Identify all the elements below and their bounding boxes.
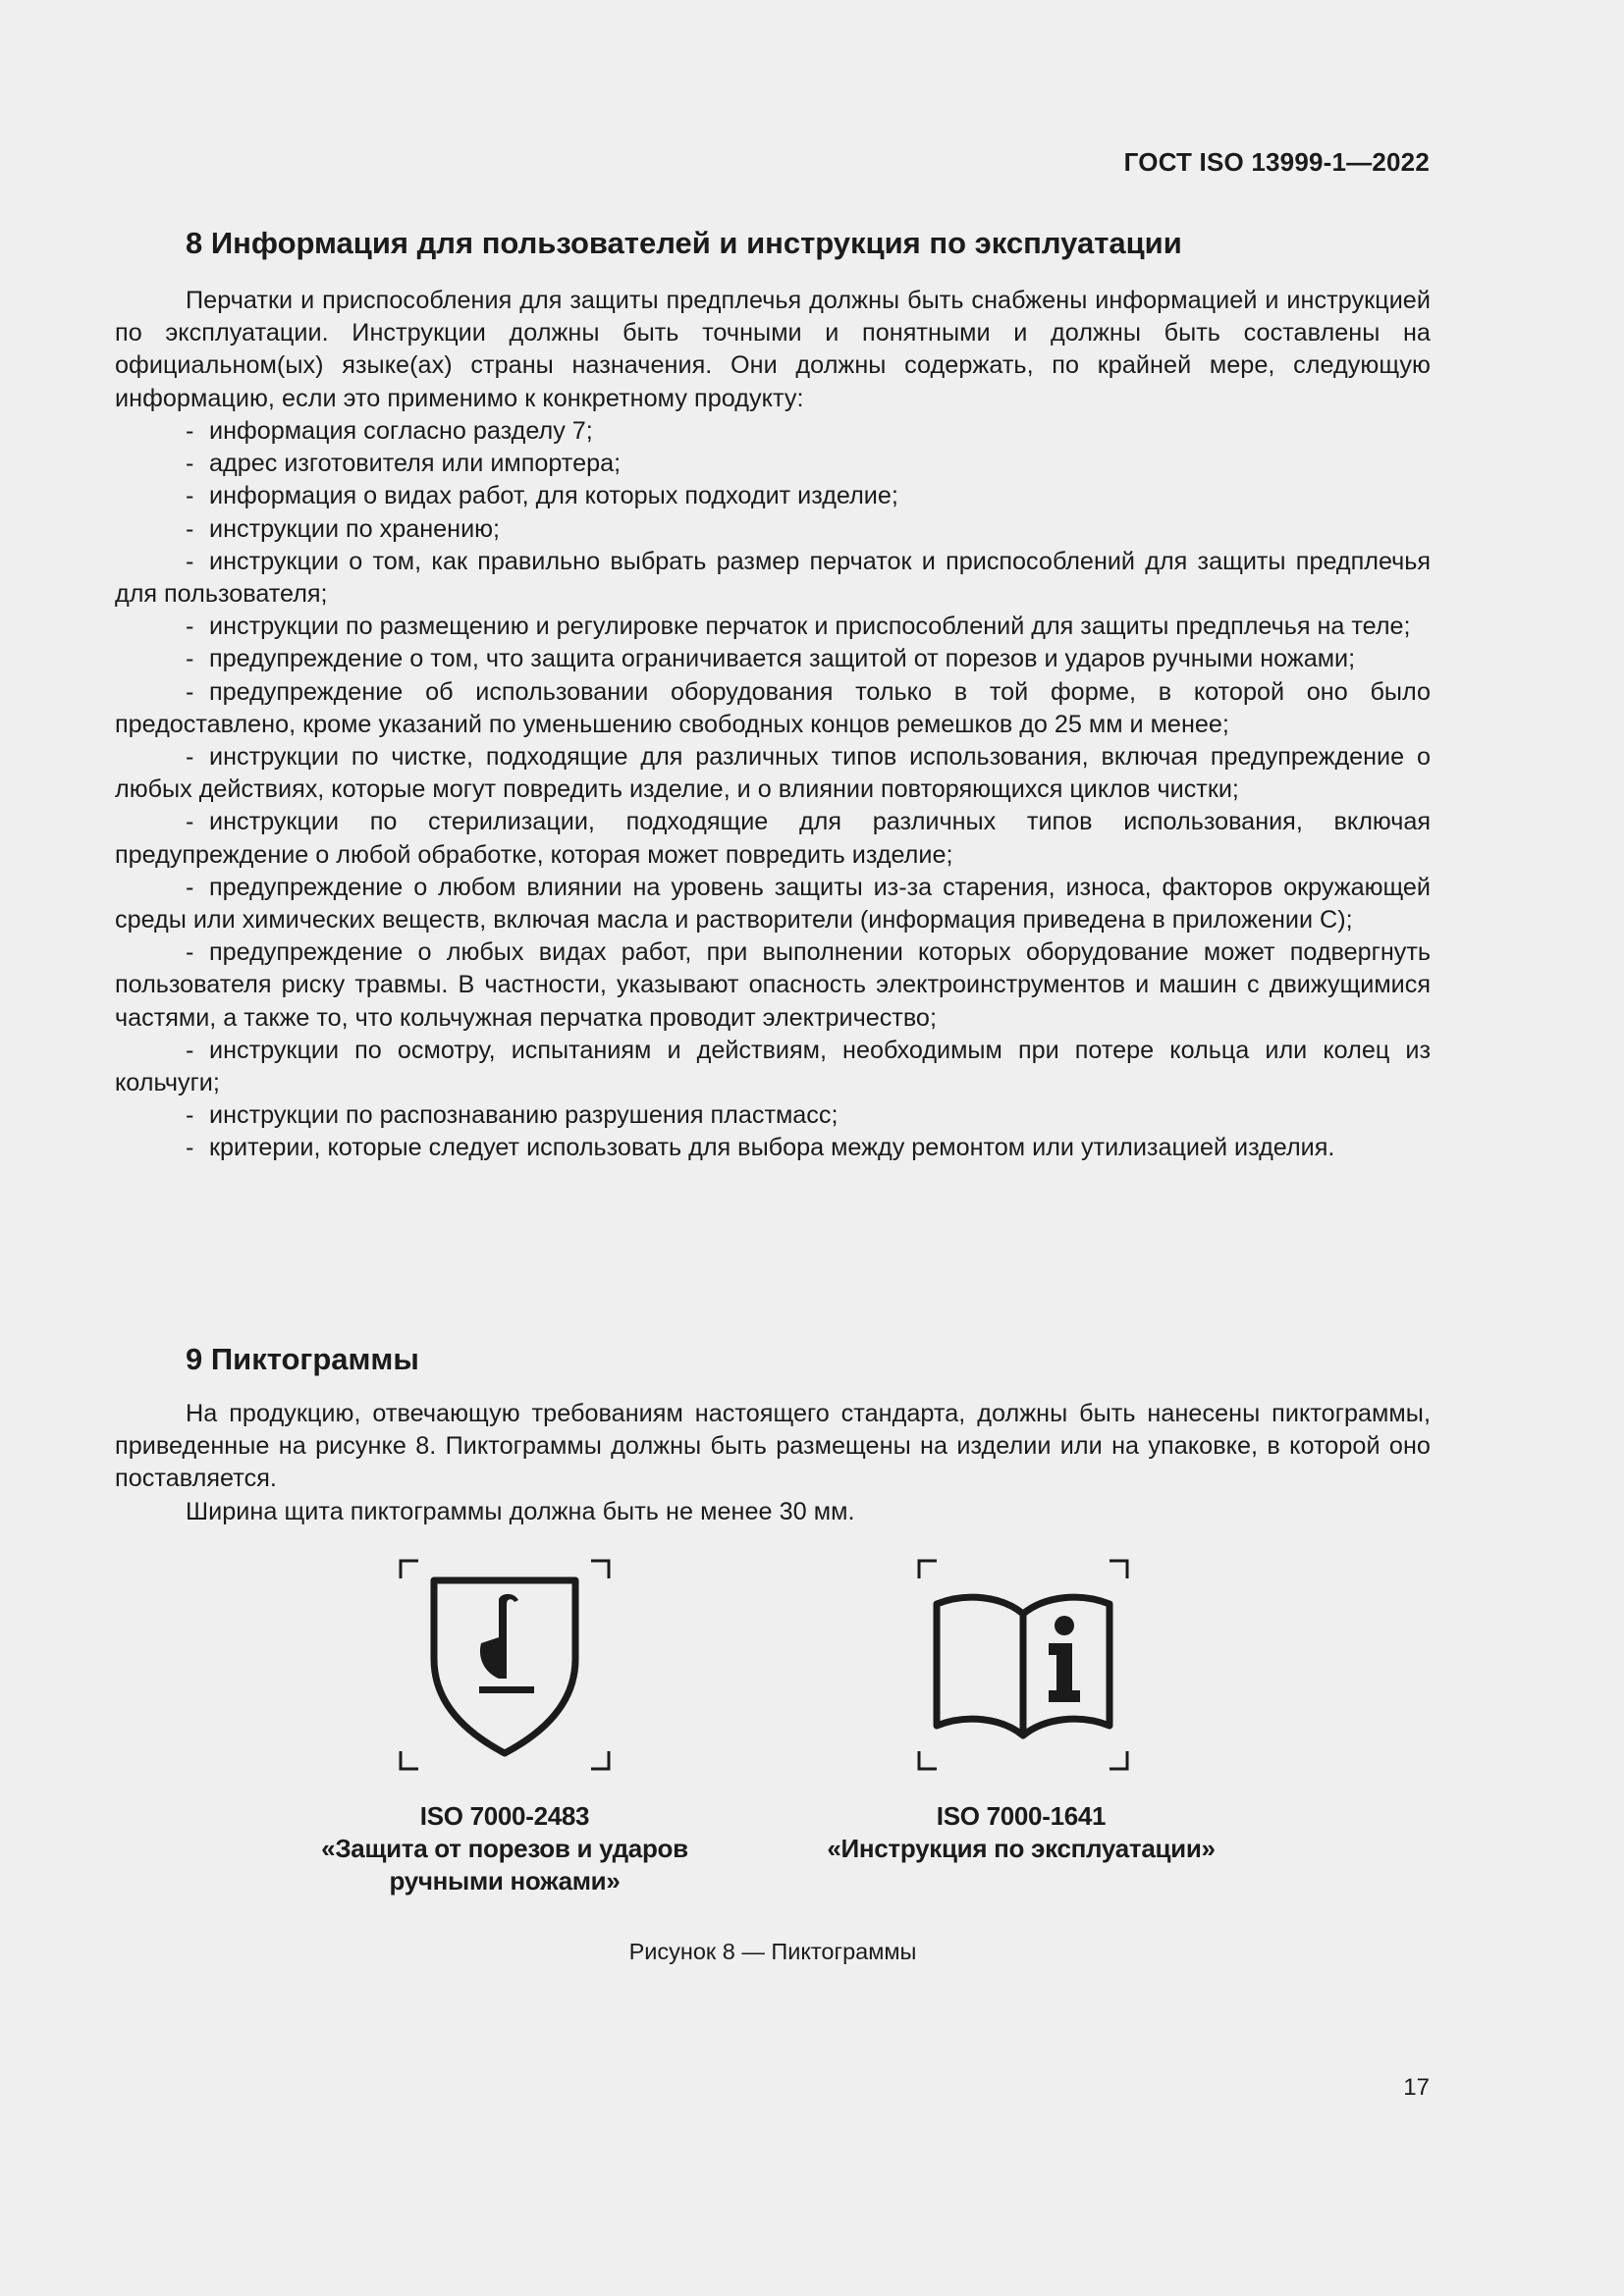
requirements-list <box>115 415 1431 1165</box>
section-8-title: 8 Информация для пользователей и инструкция по эксплуатации <box>186 226 1182 260</box>
pictogram-code: ISO 7000-2483 <box>419 1801 590 1831</box>
list-item <box>115 415 1431 448</box>
pictogram-code: ISO 7000-1641 <box>936 1801 1107 1831</box>
knife-shield-icon <box>397 1557 613 1773</box>
list-item <box>115 676 1431 741</box>
list-item-text: информация о видах работ, для которых подходит изделие; <box>209 482 898 510</box>
info-book-icon <box>915 1557 1131 1773</box>
list-dash: - <box>186 1101 194 1130</box>
shield-width-note: Ширина щита пиктограммы должна быть не менее 30 мм. <box>186 1498 855 1525</box>
section-8-intro: Перчатки и приспособления для защиты предплечья должны быть снабжены информацией и инструкцией по эксплуатации. Инструкции должны быть точными и понятными и должны быть составлены на официальном(ых) языке(ах) страны назначения. Они должны содержать, по крайней мере, следующую информацию, если это применимо к конкретному продукту: <box>115 287 1431 412</box>
section-9-title: 9 Пиктограммы <box>186 1342 419 1376</box>
list-item-text: предупреждение об использовании оборудования только в той форме, в которой оно было предоставлено, кроме указаний по уменьшению свободных концов ремешков до 25 мм и менее; <box>115 677 1431 738</box>
list-item <box>115 513 1431 546</box>
list-dash: - <box>186 938 194 967</box>
list-dash: - <box>186 1036 194 1064</box>
list-dash: - <box>186 514 194 543</box>
list-item <box>115 1132 1431 1164</box>
list-item-text: инструкции о том, как правильно выбрать размер перчаток и приспособлений для защиты предплечья для пользователя; <box>115 547 1431 609</box>
list-item-text: адрес изготовителя или импортера; <box>209 450 622 478</box>
list-dash: - <box>186 450 194 478</box>
list-item <box>115 546 1431 611</box>
page-number: 17 <box>1403 2074 1430 2101</box>
list-item-text: предупреждение о любом влиянии на уровень защиты из-за старения, износа, факторов окружающей среды или химических веществ, включая масла и растворители (информация приведена в приложении С); <box>115 873 1431 934</box>
list-item-text: предупреждение о любых видах работ, при выполнении которых оборудование может подвергнуть пользователя риску травмы. В частности, указывают опасность электроинструментов и машин с движущимися частями, а также то, что кольчужная перчатка проводит электричество; <box>115 938 1431 1032</box>
list-dash: - <box>186 613 194 641</box>
list-item <box>115 448 1431 480</box>
list-dash: - <box>186 873 194 901</box>
list-item <box>115 806 1431 871</box>
list-item <box>115 643 1431 675</box>
pictogram-caption-cut-protection <box>308 1800 701 1897</box>
pictogram-caption-instructions <box>815 1800 1227 1865</box>
list-dash: - <box>186 547 194 575</box>
list-item-text: критерии, которые следует использовать для выбора между ремонтом или утилизацией изделия. <box>209 1134 1335 1162</box>
list-item-text: информация согласно разделу 7; <box>209 417 593 445</box>
list-item <box>115 741 1431 806</box>
list-dash: - <box>186 808 194 836</box>
list-item-text: инструкции по осмотру, испытаниям и действиям, необходимым при потере кольца или колец из кольчуги; <box>115 1036 1431 1097</box>
list-item-text: инструкции по чистке, подходящие для различных типов использования, включая предупреждение о любых действиях, которые могут повредить изделие, и о влиянии повторяющихся циклов чистки; <box>115 743 1431 804</box>
list-dash: - <box>186 1134 194 1162</box>
list-item <box>115 936 1431 1035</box>
list-item <box>115 1099 1431 1132</box>
list-item <box>115 611 1431 643</box>
list-item-text: инструкции по размещению и регулировке перчаток и приспособлений для защиты предплечья на теле; <box>209 613 1411 641</box>
list-item <box>115 480 1431 512</box>
pictogram-figure <box>0 1557 1624 1900</box>
list-item-text: инструкции по стерилизации, подходящие для различных типов использования, включая предупреждение о любой обработке, которая может повредить изделие; <box>115 808 1431 869</box>
list-item-text: инструкции по распознаванию разрушения пластмасс; <box>209 1101 839 1130</box>
pictogram-caption-line: ручными ножами» <box>389 1866 621 1896</box>
list-item-text: предупреждение о том, что защита ограничивается защитой от порезов и ударов ручными ножами; <box>209 645 1356 673</box>
list-dash: - <box>186 743 194 772</box>
list-item <box>115 1035 1431 1099</box>
list-dash: - <box>186 482 194 510</box>
pictogram-caption-line: «Инструкция по эксплуатации» <box>827 1834 1216 1863</box>
list-item <box>115 872 1431 936</box>
list-dash: - <box>186 677 194 706</box>
figure-title: Рисунок 8 — Пиктограммы <box>628 1939 917 1964</box>
list-dash: - <box>186 417 194 445</box>
section-9-intro: На продукцию, отвечающую требованиям настоящего стандарта, должны быть нанесены пиктограммы, приведенные на рисунке 8. Пиктограммы должны быть размещены на изделии или на упаковке, в которой оно поставляется. <box>115 1400 1431 1493</box>
list-dash: - <box>186 645 194 673</box>
document-id: ГОСТ ISO 13999-1—2022 <box>1123 147 1430 177</box>
list-item-text: инструкции по хранению; <box>209 514 501 543</box>
pictogram-caption-line: «Защита от порезов и ударов <box>321 1834 688 1863</box>
